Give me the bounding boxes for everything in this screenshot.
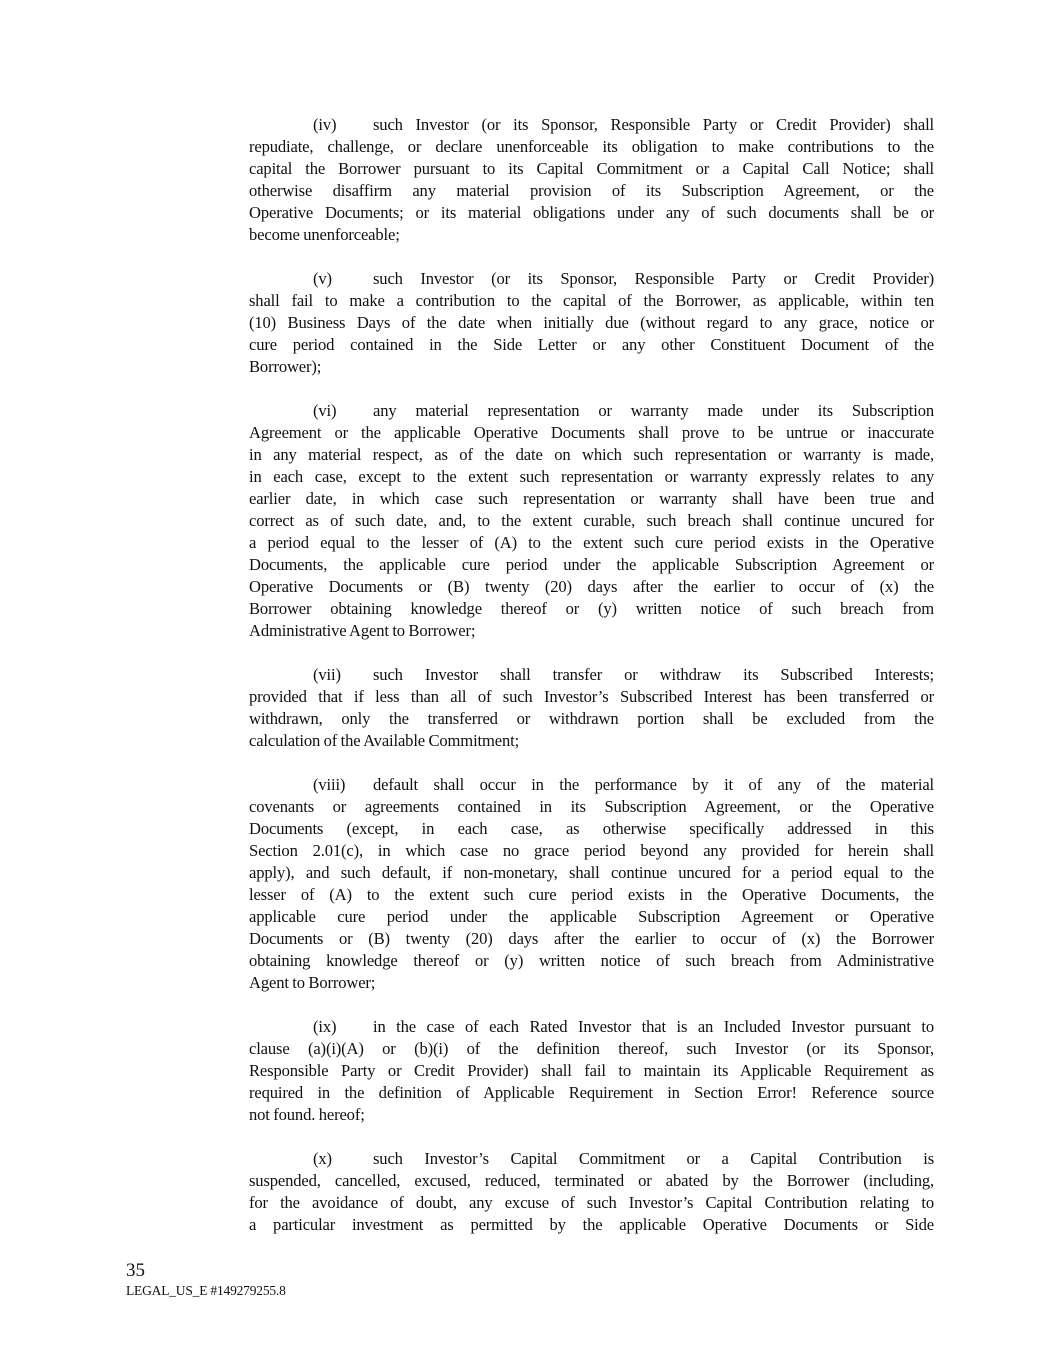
line-text: in the case of each Rated Investor that is an Included Investor pursuant to [373, 1017, 934, 1036]
clause-label: (x) [313, 1149, 332, 1168]
clause-paragraph [249, 268, 934, 378]
text-line [249, 620, 934, 642]
line-text: Documents or (B) twenty (20) days after the earlier to occur of (x) the Borrower [249, 929, 934, 948]
clause-label: (ix) [313, 1017, 337, 1036]
text-line [249, 862, 934, 884]
line-text: Operative Documents; or its material obligations under any of such documents shall be or [249, 203, 934, 222]
text-line [249, 356, 934, 378]
text-line [249, 972, 934, 994]
line-text: Operative Documents or (B) twenty (20) days after the earlier to occur of (x) the [249, 577, 934, 596]
text-line [249, 334, 934, 356]
text-line [249, 1082, 934, 1104]
line-text: such Investor (or its Sponsor, Responsible Party or Credit Provider) shall [373, 115, 934, 134]
text-line [249, 906, 934, 928]
clause-paragraph [249, 1148, 934, 1236]
clause-label: (vi) [313, 401, 337, 420]
line-text: Responsible Party or Credit Provider) shall fail to maintain its Applicable Requirement as [249, 1061, 934, 1080]
line-text: withdrawn, only the transferred or withdrawn portion shall be excluded from the [249, 709, 934, 728]
text-line [249, 180, 934, 202]
line-text: obtaining knowledge thereof or (y) written notice of such breach from Administrative [249, 951, 934, 970]
page-number: 35 [126, 1260, 145, 1281]
text-line [249, 774, 934, 796]
text-line [249, 1038, 934, 1060]
clause-label: (viii) [313, 775, 346, 794]
line-text: Borrower obtaining knowledge thereof or (y) written notice of such breach from [249, 599, 934, 618]
document-id: LEGAL_US_E #149279255.8 [126, 1283, 286, 1298]
line-text: Administrative Agent to Borrower; [249, 621, 476, 640]
page-footer [126, 1260, 286, 1300]
text-line [249, 268, 934, 290]
line-text: capital the Borrower pursuant to its Capital Commitment or a Capital Call Notice; shall [249, 159, 934, 178]
line-text: repudiate, challenge, or declare unenforceable its obligation to make contributions to the [249, 137, 934, 156]
text-line [249, 422, 934, 444]
text-line [249, 444, 934, 466]
text-line [249, 928, 934, 950]
line-text: Agreement or the applicable Operative Documents shall prove to be untrue or inaccurate [249, 423, 934, 442]
line-text: Borrower); [249, 357, 322, 376]
text-line [249, 1060, 934, 1082]
line-text: Documents, the applicable cure period under the applicable Subscription Agreement or [249, 555, 934, 574]
line-text: shall fail to make a contribution to the capital of the Borrower, as applicable, within ten [249, 291, 934, 310]
text-line [249, 796, 934, 818]
text-line [249, 532, 934, 554]
text-line [249, 1170, 934, 1192]
text-line [249, 510, 934, 532]
line-text: provided that if less than all of such Investor’s Subscribed Interest has been transferred or [249, 687, 934, 706]
line-text: required in the definition of Applicable Requirement in Section Error! Reference source [249, 1083, 934, 1102]
line-text: become unenforceable; [249, 225, 400, 244]
text-line [249, 598, 934, 620]
line-text: for the avoidance of doubt, any excuse of such Investor’s Capital Contribution relating to [249, 1193, 934, 1212]
text-line [249, 1104, 934, 1126]
clause-paragraph [249, 114, 934, 246]
line-text: apply), and such default, if non-monetary, shall continue uncured for a period equal to the [249, 863, 934, 882]
line-text: Documents (except, in each case, as otherwise specifically addressed in this [249, 819, 934, 838]
line-text: a period equal to the lesser of (A) to the extent such cure period exists in the Operative [249, 533, 934, 552]
text-line [249, 1016, 934, 1038]
document-body [249, 114, 934, 1258]
line-text: cure period contained in the Side Letter or any other Constituent Document of the [249, 335, 934, 354]
line-text: applicable cure period under the applicable Subscription Agreement or Operative [249, 907, 934, 926]
text-line [249, 466, 934, 488]
text-line [249, 576, 934, 598]
text-line [249, 1214, 934, 1236]
line-text: not found. hereof; [249, 1105, 365, 1124]
line-text: lesser of (A) to the extent such cure period exists in the Operative Documents, the [249, 885, 934, 904]
text-line [249, 312, 934, 334]
text-line [249, 730, 934, 752]
text-line [249, 290, 934, 312]
text-line [249, 686, 934, 708]
line-text: (10) Business Days of the date when initially due (without regard to any grace, notice or [249, 313, 934, 332]
line-text: such Investor shall transfer or withdraw its Subscribed Interests; [373, 665, 934, 684]
line-text: any material representation or warranty made under its Subscription [373, 401, 934, 420]
line-text: in each case, except to the extent such representation or warranty expressly relates to any [249, 467, 934, 486]
text-line [249, 840, 934, 862]
text-line [249, 950, 934, 972]
clause-paragraph [249, 1016, 934, 1126]
clause-label: (iv) [313, 115, 337, 134]
line-text: in any material respect, as of the date on which such representation or warranty is made, [249, 445, 934, 464]
clause-paragraph [249, 774, 934, 994]
text-line [249, 224, 934, 246]
line-text: such Investor (or its Sponsor, Responsible Party or Credit Provider) [373, 269, 934, 288]
text-line [249, 884, 934, 906]
text-line [249, 818, 934, 840]
text-line [249, 488, 934, 510]
line-text: Section 2.01(c), in which case no grace period beyond any provided for herein shall [249, 841, 934, 860]
text-line [249, 136, 934, 158]
clause-paragraph [249, 664, 934, 752]
text-line [249, 708, 934, 730]
line-text: correct as of such date, and, to the extent curable, such breach shall continue uncured for [249, 511, 934, 530]
clause-label: (vii) [313, 665, 341, 684]
line-text: calculation of the Available Commitment; [249, 731, 520, 750]
text-line [249, 158, 934, 180]
text-line [249, 400, 934, 422]
text-line [249, 114, 934, 136]
line-text: a particular investment as permitted by the applicable Operative Documents or Side [249, 1215, 934, 1234]
text-line [249, 554, 934, 576]
text-line [249, 202, 934, 224]
line-text: earlier date, in which case such representation or warranty shall have been true and [249, 489, 934, 508]
text-line [249, 664, 934, 686]
clause-label: (v) [313, 269, 332, 288]
line-text: suspended, cancelled, excused, reduced, terminated or abated by the Borrower (including, [249, 1171, 934, 1190]
line-text: clause (a)(i)(A) or (b)(i) of the definition thereof, such Investor (or its Sponsor, [249, 1039, 934, 1058]
text-line [249, 1148, 934, 1170]
clause-paragraph [249, 400, 934, 642]
text-line [249, 1192, 934, 1214]
line-text: Agent to Borrower; [249, 973, 376, 992]
line-text: default shall occur in the performance by it of any of the material [373, 775, 934, 794]
line-text: such Investor’s Capital Commitment or a Capital Contribution is [373, 1149, 934, 1168]
line-text: otherwise disaffirm any material provision of its Subscription Agreement, or the [249, 181, 934, 200]
line-text: covenants or agreements contained in its Subscription Agreement, or the Operative [249, 797, 934, 816]
